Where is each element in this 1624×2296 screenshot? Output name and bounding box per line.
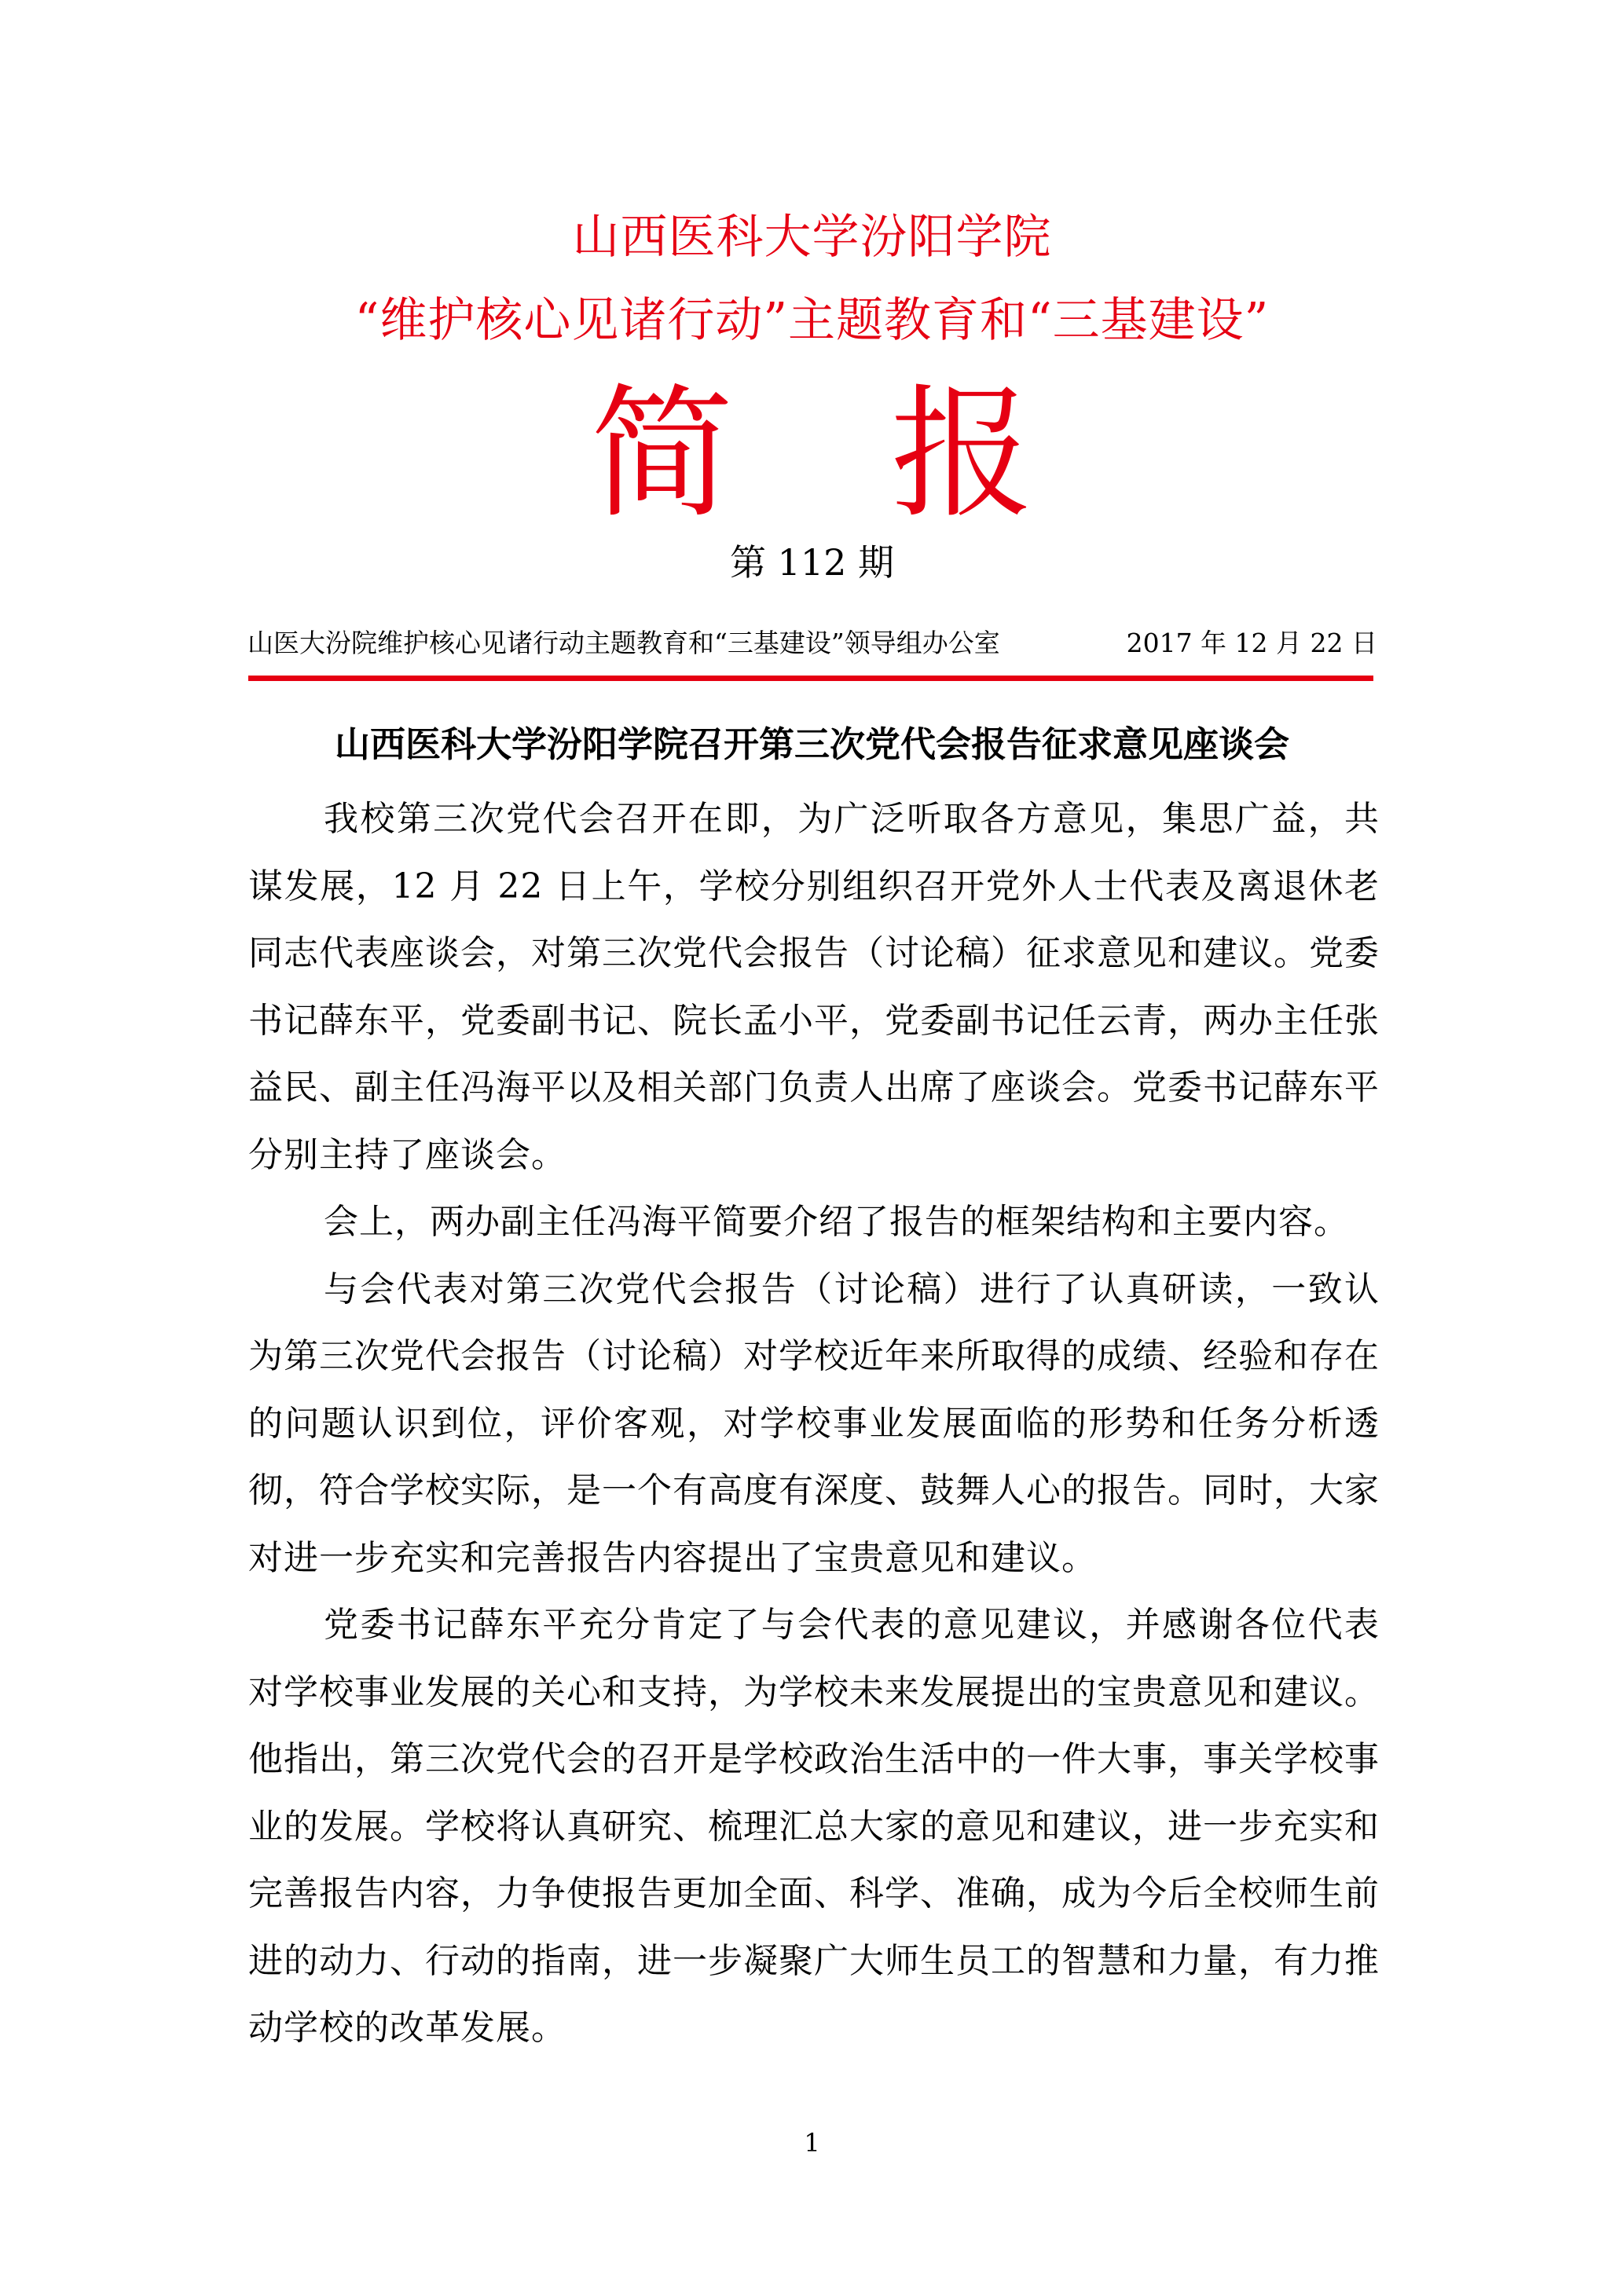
masthead (0, 371, 1624, 537)
institution-name: 山西医科大学汾阳学院 (572, 210, 1052, 265)
red-divider (248, 676, 1373, 681)
publisher: 山医大汾院维护核心见诸行动主题教育和“三基建设”领导组办公室 (247, 628, 1000, 658)
publish-date: 2017 年 12 月 22 日 (1126, 628, 1377, 658)
page-number: 1 (804, 2128, 820, 2158)
masthead-char-1: 简 (590, 371, 734, 537)
campaign-title: “维护核心见诸行动”主题教育和“三基建设” (354, 293, 1270, 348)
paragraph-4: 党委书记薛东平充分肯定了与会代表的意见建议，并感谢各位代表对学校事业发展的关心和支持，为学校未来发展提出的宝贵意见和建议。他指出，第三次党代会的召开是学校政治生活中的一件大事，事关学校事业的发展。学校将认真研究、梳理汇总大家的意见和建议，进一步充实和完善报告内容，力争使报告更加全面、科学、准确，成为今后全校师生前进的动力、行动的指南，进一步凝聚广大师生员工的智慧和力量，有力推动学校的改革发展。 (248, 1605, 1380, 2048)
masthead-char-2: 报 (890, 371, 1034, 537)
paragraph-3: 与会代表对第三次党代会报告（讨论稿）进行了认真研读，一致认为第三次党代会报告（讨论稿）对学校近年来所取得的成绩、经验和存在的问题认识到位，评价客观，对学校事业发展面临的形势和任务分析透彻，符合学校实际，是一个有高度有深度、鼓舞人心的报告。同时，大家对进一步充实和完善报告内容提出了宝贵意见和建议。 (248, 1269, 1380, 1578)
issue-number: 第 112 期 (729, 541, 895, 584)
article-body (248, 785, 1380, 2062)
paragraph-1: 我校第三次党代会召开在即，为广泛听取各方意见，集思广益，共谋发展，12 月 22 日上午，学校分别组织召开党外人士代表及离退休老同志代表座谈会，对第三次党代会报告（讨论稿）征求意见和建议。党委书记薛东平，党委副书记、院长孟小平，党委副书记任云青，两办主任张益民、副主任冯海平以及相关部门负责人出席了座谈会。党委书记薛东平分别主持了座谈会。 (248, 799, 1380, 1175)
article-title: 山西医科大学汾阳学院召开第三次党代会报告征求意见座谈会 (334, 723, 1289, 765)
paragraph-2: 会上，两办副主任冯海平简要介绍了报告的框架结构和主要内容。 (324, 1202, 1349, 1242)
